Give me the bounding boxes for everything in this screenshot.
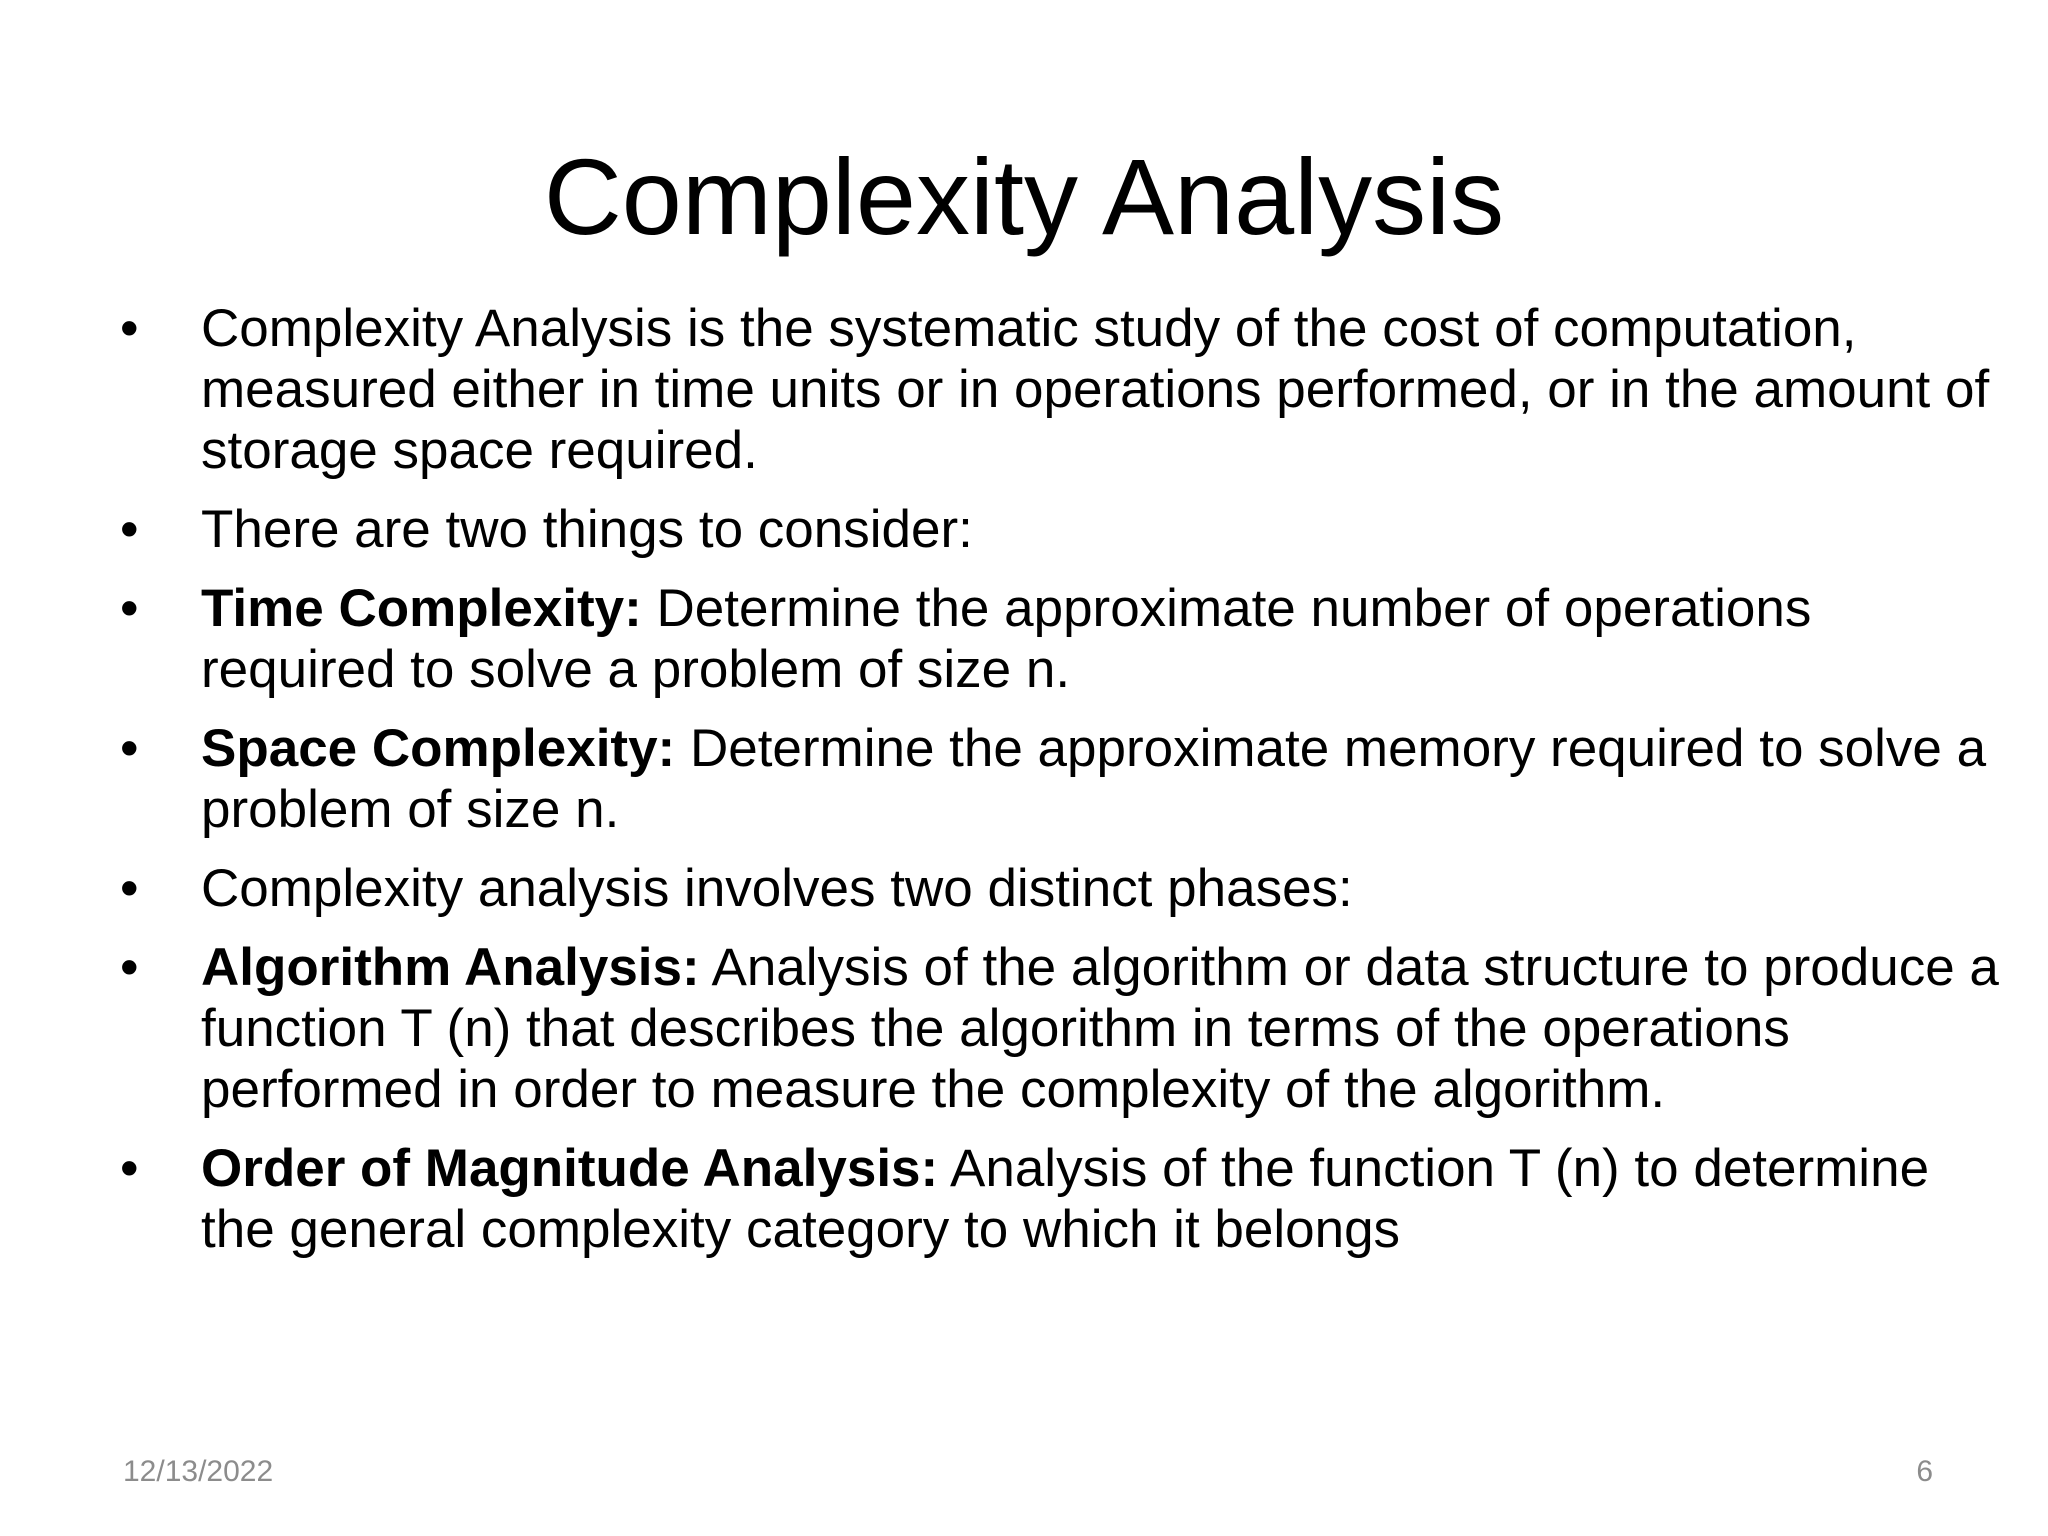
bullet-text: Complexity analysis involves two distinct phases: (201, 859, 1353, 918)
slide-title: Complexity Analysis (543, 136, 1505, 257)
bullet-list (120, 298, 2000, 1278)
bullet-item (120, 499, 2000, 560)
bullet-term: Time Complexity: (201, 579, 642, 638)
bullet-icon: • (120, 719, 139, 778)
bullet-term: Space Complexity: (201, 719, 676, 778)
bullet-text: There are two things to consider: (201, 500, 973, 559)
bullet-text: Complexity Analysis is the systematic study of the cost of computation, measured either in time units or in operations performed, or in the amount of storage space required. (201, 299, 1990, 480)
bullet-item (120, 718, 2000, 840)
bullet-item (120, 937, 2000, 1120)
bullet-item (120, 578, 2000, 700)
footer-date: 12/13/2022 (123, 1455, 274, 1488)
bullet-term: Algorithm Analysis: (201, 938, 700, 997)
bullet-icon: • (120, 500, 139, 559)
bullet-icon: • (120, 938, 139, 997)
footer-page-number: 6 (1916, 1455, 1933, 1488)
bullet-text: Determine the approximate number of operations required to solve a problem of size n. (201, 579, 1812, 699)
bullet-icon: • (120, 1139, 139, 1198)
bullet-icon: • (120, 299, 139, 358)
bullet-item (120, 298, 2000, 481)
bullet-term: Order of Magnitude Analysis: (201, 1139, 939, 1198)
bullet-text: Determine the approximate memory required to solve a problem of size n. (201, 719, 1987, 839)
bullet-item (120, 1138, 2000, 1260)
bullet-item (120, 858, 2000, 919)
bullet-text: Analysis of the algorithm or data structure to produce a function T (n) that describes the algorithm in terms of the operations performed in order to measure the complexity of the algorithm. (201, 938, 1999, 1119)
bullet-icon: • (120, 859, 139, 918)
bullet-icon: • (120, 579, 139, 638)
bullet-text: Analysis of the function T (n) to determine the general complexity category to which it belongs (201, 1139, 1930, 1259)
